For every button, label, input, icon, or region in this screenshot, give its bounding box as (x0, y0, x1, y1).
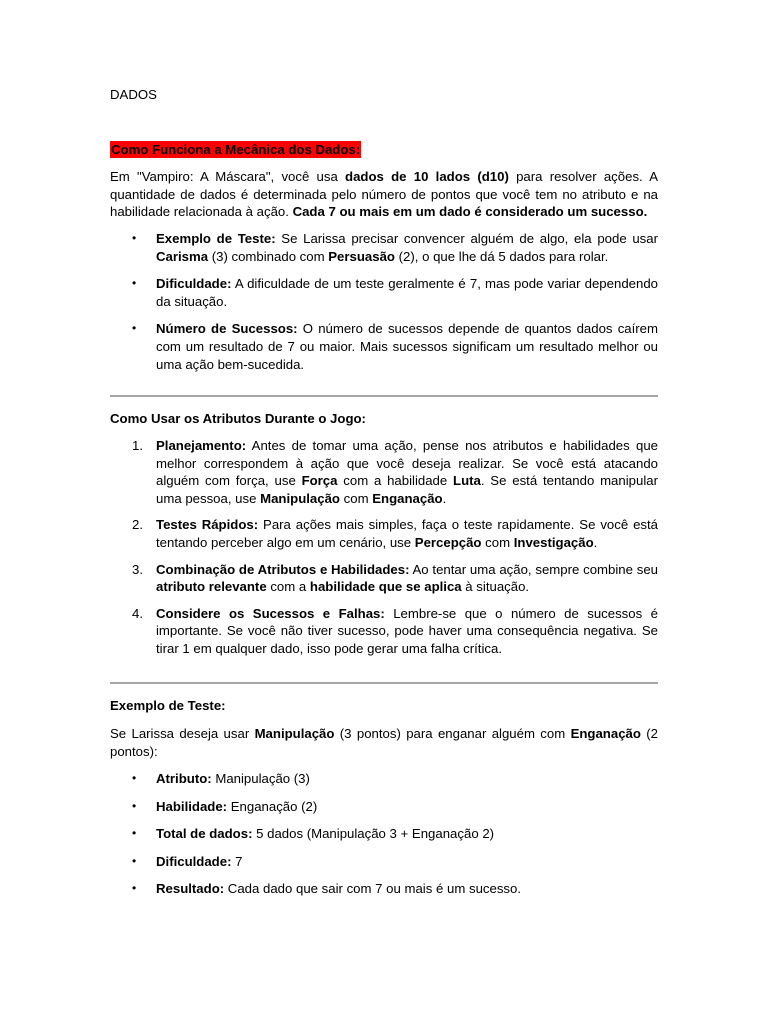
list-item: • Dificuldade: A dificuldade de um teste geralmente é 7, mas pode variar dependendo da situação. (132, 276, 658, 309)
bullet-icon: • (132, 771, 137, 785)
list-item: 2. Testes Rápidos: Para ações mais simples, faça o teste rapidamente. Se você está tentando perceber algo em um cenário, use Percepção com Investigação. (132, 517, 658, 550)
list-item: • Resultado: Cada dado que sair com 7 ou mais é um sucesso. (132, 881, 522, 897)
section2-numbered-list (110, 437, 658, 667)
list-item: • Número de Sucessos: O número de sucessos depende de quantos dados caírem com um resultado de 7 ou maior. Mais sucessos significam um resultado melhor ou uma ação bem-sucedida. (132, 321, 658, 372)
list-item: • Exemplo de Teste: Se Larissa precisar convencer alguém de algo, ela pode usar Carisma (3) combinado com Persuasão (2), o que lhe dá 5 dados para rolar. (132, 231, 659, 264)
list-item: • Dificuldade: 7 (132, 853, 243, 869)
section1-bullet-list (110, 230, 658, 383)
section3-intro-paragraph: Se Larissa deseja usar Manipulação (3 pontos) para enganar alguém com Enganação (2 pontos): (110, 726, 658, 759)
section-heading-using-attributes: Como Usar os Atributos Durante o Jogo: (110, 411, 366, 426)
list-item: 4. Considere os Sucessos e Falhas: Lembre-se que o número de sucessos é importante. Se você não tiver sucesso, pode haver uma consequência negativa. Se tirar 1 em qualquer dado, isso pode gerar uma falha crítica. (132, 605, 658, 656)
bullet-icon: • (132, 826, 137, 841)
list-number: 4. (132, 605, 143, 621)
bullet-icon: • (132, 231, 137, 245)
section3-bullet-list (110, 770, 658, 908)
section1-intro-paragraph: Em "Vampiro: A Máscara", você usa dados de 10 lados (d10) para resolver ações. A quantidade de dados é determinada pelo número de pontos que você tem no atributo e na habilidade relacionada à ação. Cada 7 ou mais em um dado é considerado um sucesso. (110, 169, 659, 220)
list-item: • Habilidade: Enganação (2) (132, 798, 318, 814)
bullet-icon: • (132, 798, 137, 813)
horizontal-divider (110, 682, 658, 684)
horizontal-divider (110, 395, 658, 397)
list-number: 3. (132, 561, 143, 577)
bullet-icon: • (132, 276, 137, 291)
list-item: • Total de dados: 5 dados (Manipulação 3 + Enganação 2) (132, 826, 495, 842)
bullet-icon: • (132, 881, 137, 896)
bullet-icon: • (132, 321, 137, 336)
section-heading-test-example: Exemplo de Teste: (110, 698, 226, 713)
document-title: DADOS (110, 87, 157, 102)
list-item: 1. Planejamento: Antes de tomar uma ação, pense nos atributos e habilidades que melhor correspondem à ação que você deseja realizar. Se você está atacando alguém com força, use Força com a habilidade Luta. Se está tentando manipular uma pessoa, use Manipulação com Enganação. (132, 438, 658, 506)
list-number: 1. (132, 438, 143, 453)
list-item: • Atributo: Manipulação (3) (132, 771, 310, 786)
bullet-icon: • (132, 853, 137, 868)
list-number: 2. (132, 517, 143, 533)
list-item: 3. Combinação de Atributos e Habilidades: Ao tentar uma ação, sempre combine seu atributo relevante com a habilidade que se aplica à situação. (132, 561, 658, 595)
section-heading-dice-mechanics: Como Funciona a Mecânica dos Dados: (111, 142, 361, 157)
